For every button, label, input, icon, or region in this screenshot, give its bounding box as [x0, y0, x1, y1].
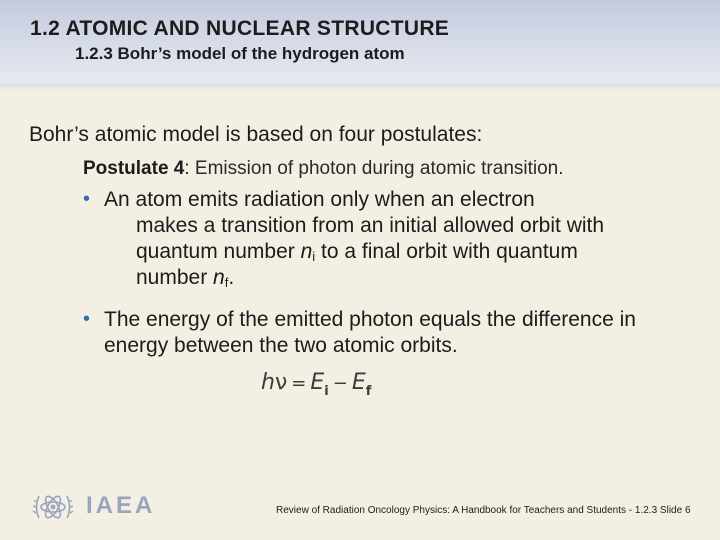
postulate-line — [83, 156, 564, 182]
bullet-dot-icon: • — [83, 188, 91, 210]
iaea-logo-icon — [30, 484, 76, 530]
formula-h: h — [261, 370, 275, 395]
bullet1-line3b: to a final orbit with quantum — [315, 240, 578, 263]
sub-f: f — [224, 275, 229, 290]
sub-i: i — [312, 249, 316, 264]
bullet1-line1: An atom emits radiation only when an electron — [104, 188, 535, 211]
formula-equals: = — [291, 373, 307, 394]
formula-nu: ν — [274, 370, 288, 395]
formula-minus: − — [332, 373, 348, 394]
formula-E-initial: E — [310, 370, 325, 395]
formula-sub-i: i — [324, 384, 329, 399]
header-band — [0, 0, 720, 84]
bullet-text-2: The energy of the emitted photon equals the difference in energy between the two atomic orbits. — [104, 308, 636, 357]
bullet1-line3 — [104, 239, 694, 265]
header-shadow — [0, 84, 720, 90]
formula-E-final: E — [351, 370, 366, 395]
energy-formula — [261, 370, 371, 399]
bullet1-line3a: quantum number — [136, 240, 301, 263]
bullet-text-1 — [104, 187, 694, 291]
bullet1-line4b: . — [228, 266, 235, 289]
postulate-label: Postulate 4 — [83, 158, 185, 179]
bullet-dot-icon: • — [83, 308, 91, 330]
bullet1-line4 — [104, 265, 694, 291]
slide-title: 1.2 ATOMIC AND NUCLEAR STRUCTURE — [30, 17, 450, 40]
bullet1-line2: makes a transition from an initial allowed orbit with — [136, 214, 605, 237]
slide-subtitle: 1.2.3 Bohr’s model of the hydrogen atom — [75, 44, 405, 63]
postulate-colon: : — [184, 158, 190, 179]
var-n-final: n — [213, 266, 225, 289]
intro-text: Bohr’s atomic model is based on four postulates: — [29, 123, 483, 146]
bullet1-line4a: number — [136, 266, 214, 289]
formula-sub-f: f — [365, 384, 372, 399]
iaea-logo-text: IAEA — [86, 492, 156, 519]
footer-citation: Review of Radiation Oncology Physics: A Handbook for Teachers and Students - 1.2.3 Slide 6 — [276, 505, 691, 516]
var-n-initial: n — [300, 240, 313, 263]
postulate-description: Emission of photon during atomic transition. — [189, 158, 564, 179]
